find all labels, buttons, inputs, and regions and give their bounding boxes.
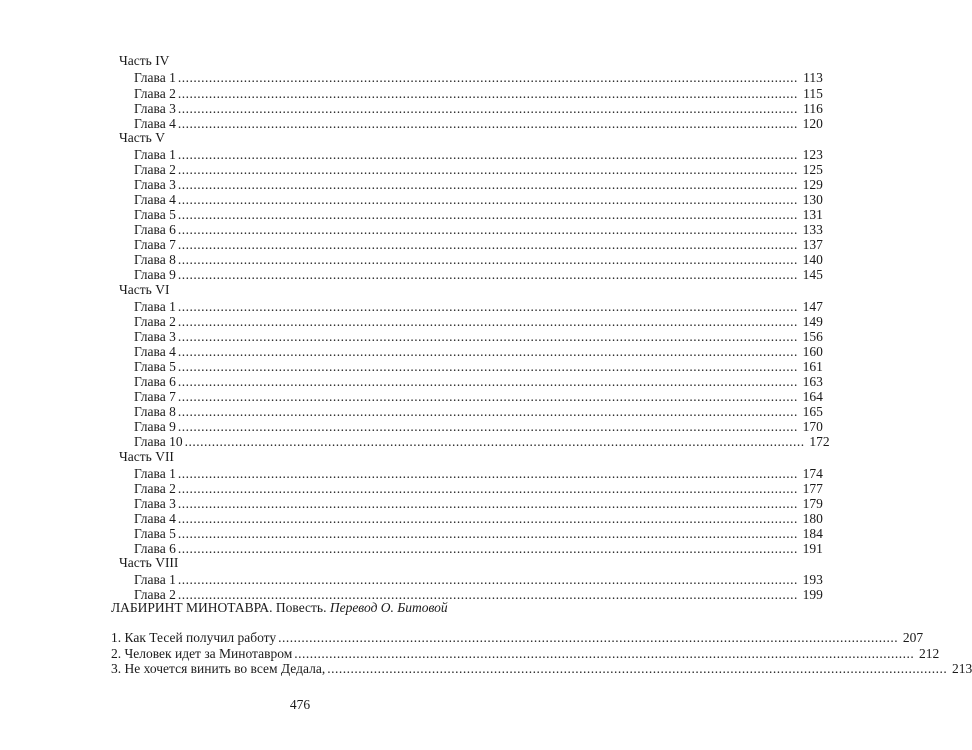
toc-entry[interactable] (134, 419, 823, 434)
dot-leader: ................................................................................................................................................................ (177, 526, 798, 541)
dot-leader: ................................................................................................................................................................ (177, 299, 798, 314)
chapter-label: Глава 4 (134, 116, 176, 131)
chapter-label: Глава 7 (134, 389, 176, 404)
page-ref: 156 (802, 329, 823, 344)
dot-leader: ................................................................................................................................................................ (177, 207, 798, 222)
page-ref: 147 (802, 299, 823, 314)
page-ref: 140 (802, 252, 823, 267)
toc-entry[interactable] (134, 511, 823, 526)
dot-leader: ................................................................................................................................................................ (177, 237, 798, 252)
page-ref: 191 (802, 541, 823, 556)
dot-leader: ................................................................................................................................................................ (177, 496, 798, 511)
toc-entry[interactable] (134, 404, 823, 419)
translation-credit: Перевод О. Битовой (329, 600, 448, 615)
toc-entry[interactable] (134, 359, 823, 374)
page-ref: 179 (802, 496, 823, 511)
toc-entry[interactable] (111, 646, 940, 661)
page-ref: 177 (802, 481, 823, 496)
chapter-label: Глава 3 (134, 496, 176, 511)
page-ref: 165 (802, 404, 823, 419)
toc-entry[interactable] (134, 389, 823, 404)
toc-entry[interactable] (134, 70, 823, 85)
chapter-label: Глава 1 (134, 572, 176, 587)
toc-entry[interactable] (134, 572, 823, 587)
toc-entry[interactable] (134, 162, 823, 177)
toc-entry[interactable] (134, 116, 823, 131)
chapter-label: Глава 4 (134, 511, 176, 526)
dot-leader: ................................................................................................................................................................ (177, 374, 798, 389)
work-title: ЛАБИРИНТ МИНОТАВРА. Повесть. (111, 600, 327, 615)
dot-leader: ................................................................................................................................................................ (177, 541, 798, 556)
toc-entry[interactable] (134, 526, 823, 541)
chapter-label: Глава 6 (134, 374, 176, 389)
chapter-label: Глава 2 (134, 86, 176, 101)
chapter-label: Глава 3 (134, 101, 176, 116)
chapter-label: Глава 5 (134, 207, 176, 222)
toc-entry[interactable] (134, 86, 823, 101)
dot-leader: ................................................................................................................................................................ (177, 511, 798, 526)
page-ref: 199 (802, 587, 823, 602)
chapter-label: Глава 4 (134, 344, 176, 359)
dot-leader: ................................................................................................................................................................ (177, 587, 798, 602)
page-ref: 184 (802, 526, 823, 541)
chapter-label: Глава 2 (134, 481, 176, 496)
page-ref: 131 (802, 207, 823, 222)
chapter-label: Глава 3 (134, 329, 176, 344)
toc-entry[interactable] (134, 222, 823, 237)
page-ref: 163 (802, 374, 823, 389)
toc-entry[interactable] (134, 192, 823, 207)
toc-entry[interactable] (134, 237, 823, 252)
page-ref: 207 (902, 630, 924, 645)
dot-leader: ................................................................................................................................................................ (177, 389, 798, 404)
section-label: 1. Как Тесей получил работу (111, 630, 277, 645)
part-heading: Часть V (119, 130, 165, 145)
chapter-label: Глава 10 (134, 434, 183, 449)
page-ref: 164 (802, 389, 823, 404)
toc-entry[interactable] (134, 147, 823, 162)
part-heading: Часть VIII (119, 555, 179, 570)
page-ref: 129 (802, 177, 823, 192)
chapter-label: Глава 3 (134, 177, 176, 192)
chapter-label: Глава 5 (134, 359, 176, 374)
page-ref: 115 (803, 86, 823, 101)
chapter-label: Глава 2 (134, 587, 176, 602)
section-label: 2. Человек идет за Минотавром (111, 646, 293, 661)
chapter-label: Глава 1 (134, 147, 176, 162)
page-ref: 160 (802, 344, 823, 359)
chapter-label: Глава 1 (134, 299, 176, 314)
section-label: 3. Не хочется винить во всем Дедала, (111, 661, 326, 676)
part-heading: Часть VII (119, 449, 174, 464)
chapter-label: Глава 1 (134, 466, 176, 481)
dot-leader: ................................................................................................................................................................ (177, 70, 798, 85)
toc-entry[interactable] (134, 101, 823, 116)
work-heading (111, 600, 448, 616)
toc-entry[interactable] (134, 329, 823, 344)
chapter-label: Глава 2 (134, 162, 176, 177)
dot-leader: ................................................................................................................................................................ (177, 252, 798, 267)
dot-leader: ................................................................................................................................................................ (177, 177, 798, 192)
part-heading: Часть VI (119, 282, 170, 297)
dot-leader: ................................................................................................................................................................ (177, 344, 798, 359)
chapter-label: Глава 6 (134, 222, 176, 237)
page-ref: 145 (802, 267, 823, 282)
toc-entry[interactable] (134, 434, 830, 449)
page-ref: 137 (802, 237, 823, 252)
chapter-label: Глава 8 (134, 404, 176, 419)
dot-leader: ................................................................................................................................................................ (177, 116, 798, 131)
toc-entry[interactable] (134, 496, 823, 511)
dot-leader: ................................................................................................................................................................ (177, 314, 798, 329)
toc-entry[interactable] (111, 661, 972, 676)
chapter-label: Глава 5 (134, 526, 176, 541)
dot-leader: ................................................................................................................................................................ (177, 162, 798, 177)
toc-entry[interactable] (134, 299, 823, 314)
page-ref: 113 (803, 70, 823, 85)
page-ref: 120 (802, 116, 823, 131)
toc-entry[interactable] (134, 207, 823, 222)
dot-leader: ................................................................................................................................................................ (177, 267, 798, 282)
dot-leader: ................................................................................................................................................................ (177, 222, 798, 237)
dot-leader: ................................................................................................................................................................ (177, 466, 798, 481)
page-ref: 161 (802, 359, 823, 374)
dot-leader: ................................................................................................................................................................ (177, 86, 798, 101)
page-ref: 172 (809, 434, 830, 449)
dot-leader: ................................................................................................................................................................ (177, 192, 798, 207)
dot-leader: ................................................................................................................................................................ (177, 481, 798, 496)
toc-entry[interactable] (134, 177, 823, 192)
page-ref: 123 (802, 147, 823, 162)
dot-leader: ................................................................................................................................................................ (327, 661, 948, 676)
toc-entry[interactable] (134, 374, 823, 389)
part-heading: Часть IV (119, 53, 170, 68)
dot-leader: ................................................................................................................................................................ (177, 147, 798, 162)
dot-leader: ................................................................................................................................................................ (177, 572, 798, 587)
toc-entry[interactable] (134, 252, 823, 267)
chapter-label: Глава 9 (134, 419, 176, 434)
dot-leader: ................................................................................................................................................................ (177, 404, 798, 419)
dot-leader: ................................................................................................................................................................ (177, 359, 798, 374)
chapter-label: Глава 2 (134, 314, 176, 329)
chapter-label: Глава 7 (134, 237, 176, 252)
toc-entry[interactable] (134, 314, 823, 329)
toc-entry[interactable] (134, 481, 823, 496)
toc-entry[interactable] (134, 344, 823, 359)
page-ref: 133 (802, 222, 823, 237)
page-ref: 149 (802, 314, 823, 329)
chapter-label: Глава 8 (134, 252, 176, 267)
toc-entry[interactable] (134, 541, 823, 556)
dot-leader: ................................................................................................................................................................ (177, 329, 798, 344)
toc-entry[interactable] (111, 630, 924, 645)
chapter-label: Глава 6 (134, 541, 176, 556)
dot-leader: ................................................................................................................................................................ (177, 101, 798, 116)
chapter-label: Глава 4 (134, 192, 176, 207)
dot-leader: ................................................................................................................................................................ (184, 434, 805, 449)
page-ref: 193 (802, 572, 823, 587)
page-ref: 174 (802, 466, 823, 481)
toc-entry[interactable] (134, 466, 823, 481)
dot-leader: ................................................................................................................................................................ (177, 419, 798, 434)
page-ref: 130 (802, 192, 823, 207)
dot-leader: ................................................................................................................................................................ (278, 630, 899, 645)
page-ref: 180 (802, 511, 823, 526)
toc-entry[interactable] (134, 267, 823, 282)
page-ref: 170 (802, 419, 823, 434)
page-number: 476 (289, 697, 311, 712)
chapter-label: Глава 1 (134, 70, 176, 85)
dot-leader: ................................................................................................................................................................ (294, 646, 915, 661)
page-ref: 116 (803, 101, 823, 116)
page-ref: 212 (919, 646, 940, 661)
page-ref: 125 (802, 162, 823, 177)
chapter-label: Глава 9 (134, 267, 176, 282)
page-ref: 213 (951, 661, 972, 676)
